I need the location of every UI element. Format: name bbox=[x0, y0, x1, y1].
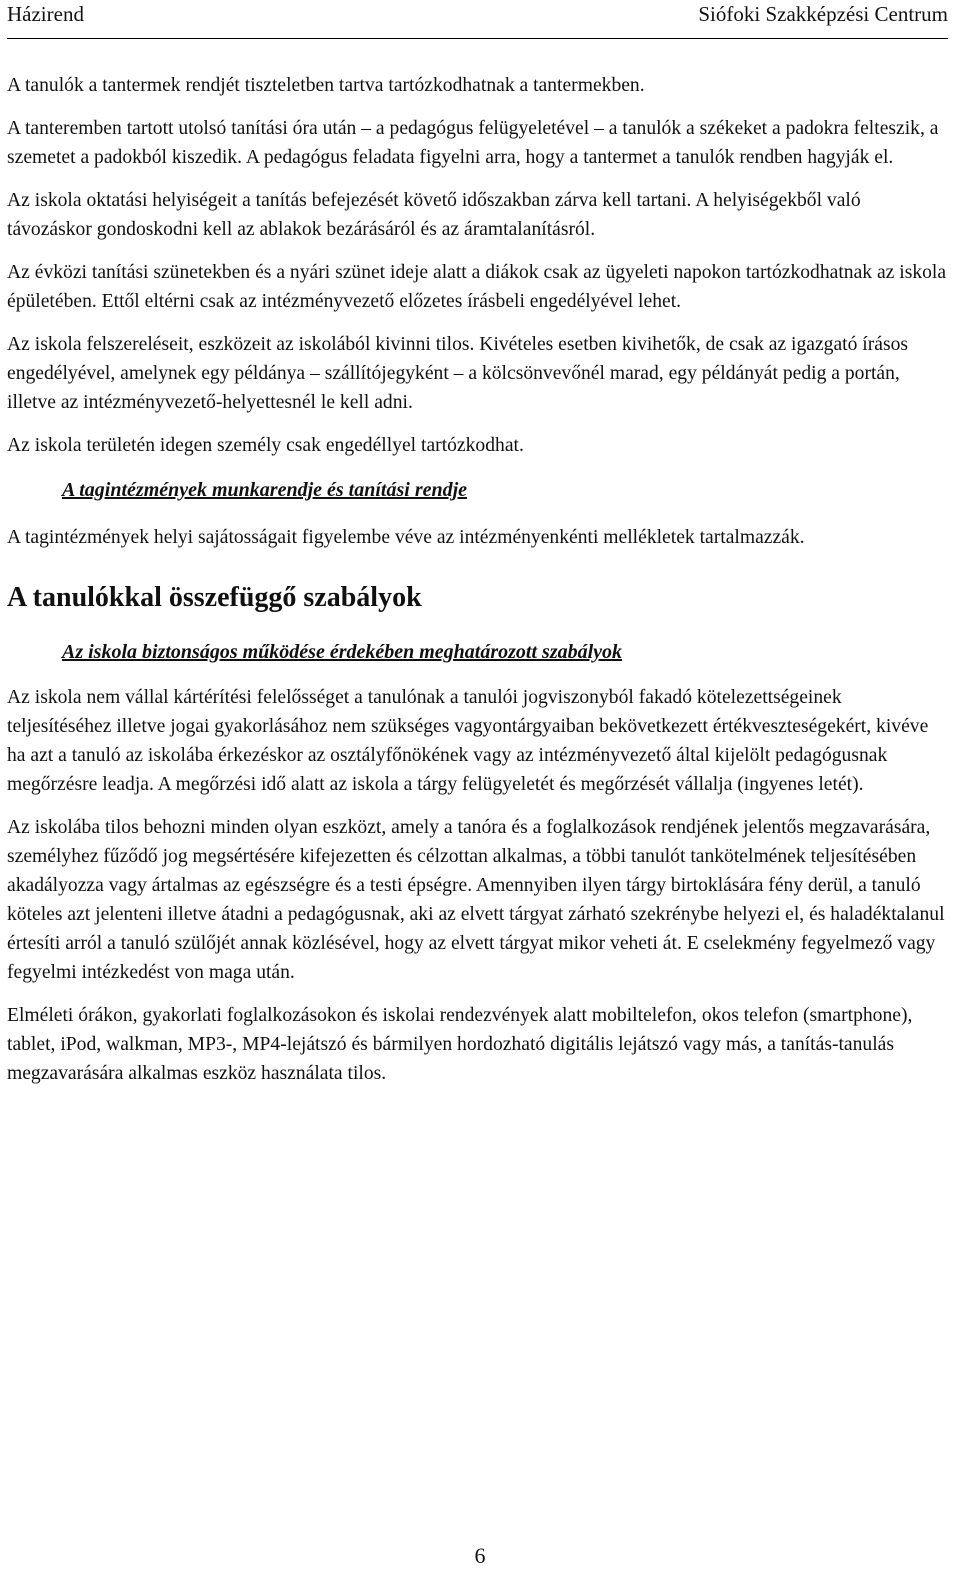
paragraph-holidays: Az évközi tanítási szünetekben és a nyári szünet ideje alatt a diákok csak az ügyeleti napokon tartózkodhatnak az iskola épületében. Ettől eltérni csak az intézményvezető előzetes írásbeli engedélyével lehet. bbox=[7, 262, 947, 312]
document-body bbox=[7, 71, 948, 1088]
paragraph-classroom-order: A tanulók a tantermek rendjét tiszteletben tartva tartózkodhatnak a tantermekben. bbox=[7, 75, 645, 96]
paragraph-rooms-locked: Az iskola oktatási helyiségeit a tanítás befejezését követő időszakban zárva kell tartani. A helyiségekből való távozáskor gondoskodni kell az ablakok bezárásáról és az áramtalanításról. bbox=[7, 190, 861, 240]
subheading-safety-rules: Az iskola biztonságos működése érdekében meghatározott szabályok bbox=[62, 641, 623, 663]
paragraph-equipment: Az iskola felszereléseit, eszközeit az iskolából kivinni tilos. Kivételes esetben kivihetők, de csak az igazgató írásos engedélyével, amelynek egy példánya – szállítójegyként – a kölcsönvevőnél marad, egy példányát pedig a portán, illetve az intézményvezető-helyettesnél le kell adni. bbox=[7, 334, 909, 413]
paragraph-member-institutions: A tagintézmények helyi sajátosságait figyelembe véve az intézményenkénti mellékletek tartalmazzák. bbox=[7, 527, 805, 548]
paragraph-last-lesson: A tanteremben tartott utolsó tanítási óra után – a pedagógus felügyeletével – a tanulók a székeket a padokra felteszik, a szemetet a padokból kiszedik. A pedagógus feladata figyelni arra, hogy a tantermet a tanulók rendben hagyják el. bbox=[7, 118, 939, 168]
subheading-member-institutions: A tagintézmények munkarendje és tanítási rendje bbox=[62, 479, 468, 501]
paragraph-prohibited-items: Az iskolába tilos behozni minden olyan eszközt, amely a tanóra és a foglalkozások rendjének jelentős megzavarására, személyhez fűződő jog megsértésére kifejezetten és célzottan alkalmas, a többi tanulót tankötelmének teljesítésében akadályozza vagy ártalmas az egészségre és a testi épségre. Amennyiben ilyen tárgy birtoklására fény derül, a tanuló köteles azt jelenteni illetve átadni a pedagógusnak, aki az elvett tárgyat zárható szekrénybe helyezi el, és haladéktalanul értesíti arról a tanuló szülőjét annak közlésével, hogy az elvett tárgyat mikor veheti át. E cselekmény fegyelmező vagy fegyelmi intézkedést von maga után. bbox=[7, 817, 945, 983]
paragraph-mobile-devices: Elméleti órákon, gyakorlati foglalkozásokon és iskolai rendezvények alatt mobiltelefon, okos telefon (smartphone), tablet, iPod, walkman, MP3-, MP4-lejátszó és bármilyen hordozható digitális lejátszó vagy más, a tanítás-tanulás megzavarására alkalmas eszköz használata tilos. bbox=[7, 1005, 913, 1084]
header-title: Házirend bbox=[7, 2, 84, 26]
page-header bbox=[7, 0, 948, 39]
heading-student-rules: A tanulókkal összefüggő szabályok bbox=[7, 582, 422, 613]
page-number: 6 bbox=[474, 1543, 486, 1568]
header-organization: Siófoki Szakképzési Centrum bbox=[698, 2, 948, 26]
paragraph-strangers: Az iskola területén idegen személy csak engedéllyel tartózkodhat. bbox=[7, 435, 524, 456]
paragraph-liability: Az iskola nem vállal kártérítési felelősséget a tanulónak a tanulói jogviszonyból fakadó kötelezettségeinek teljesítéséhez illetve jogai gyakorlásához nem szükséges vagyontárgyaiban bekövetkezett értékveszteségekért, kivéve ha azt a tanuló az iskolába érkezéskor az osztályfőnökének vagy az intézményvezető által kijelölt pedagógusnak megőrzésre leadja. A megőrzési idő alatt az iskola a tárgy felügyeletét és megőrzését vállalja (ingyenes letét). bbox=[7, 687, 929, 795]
